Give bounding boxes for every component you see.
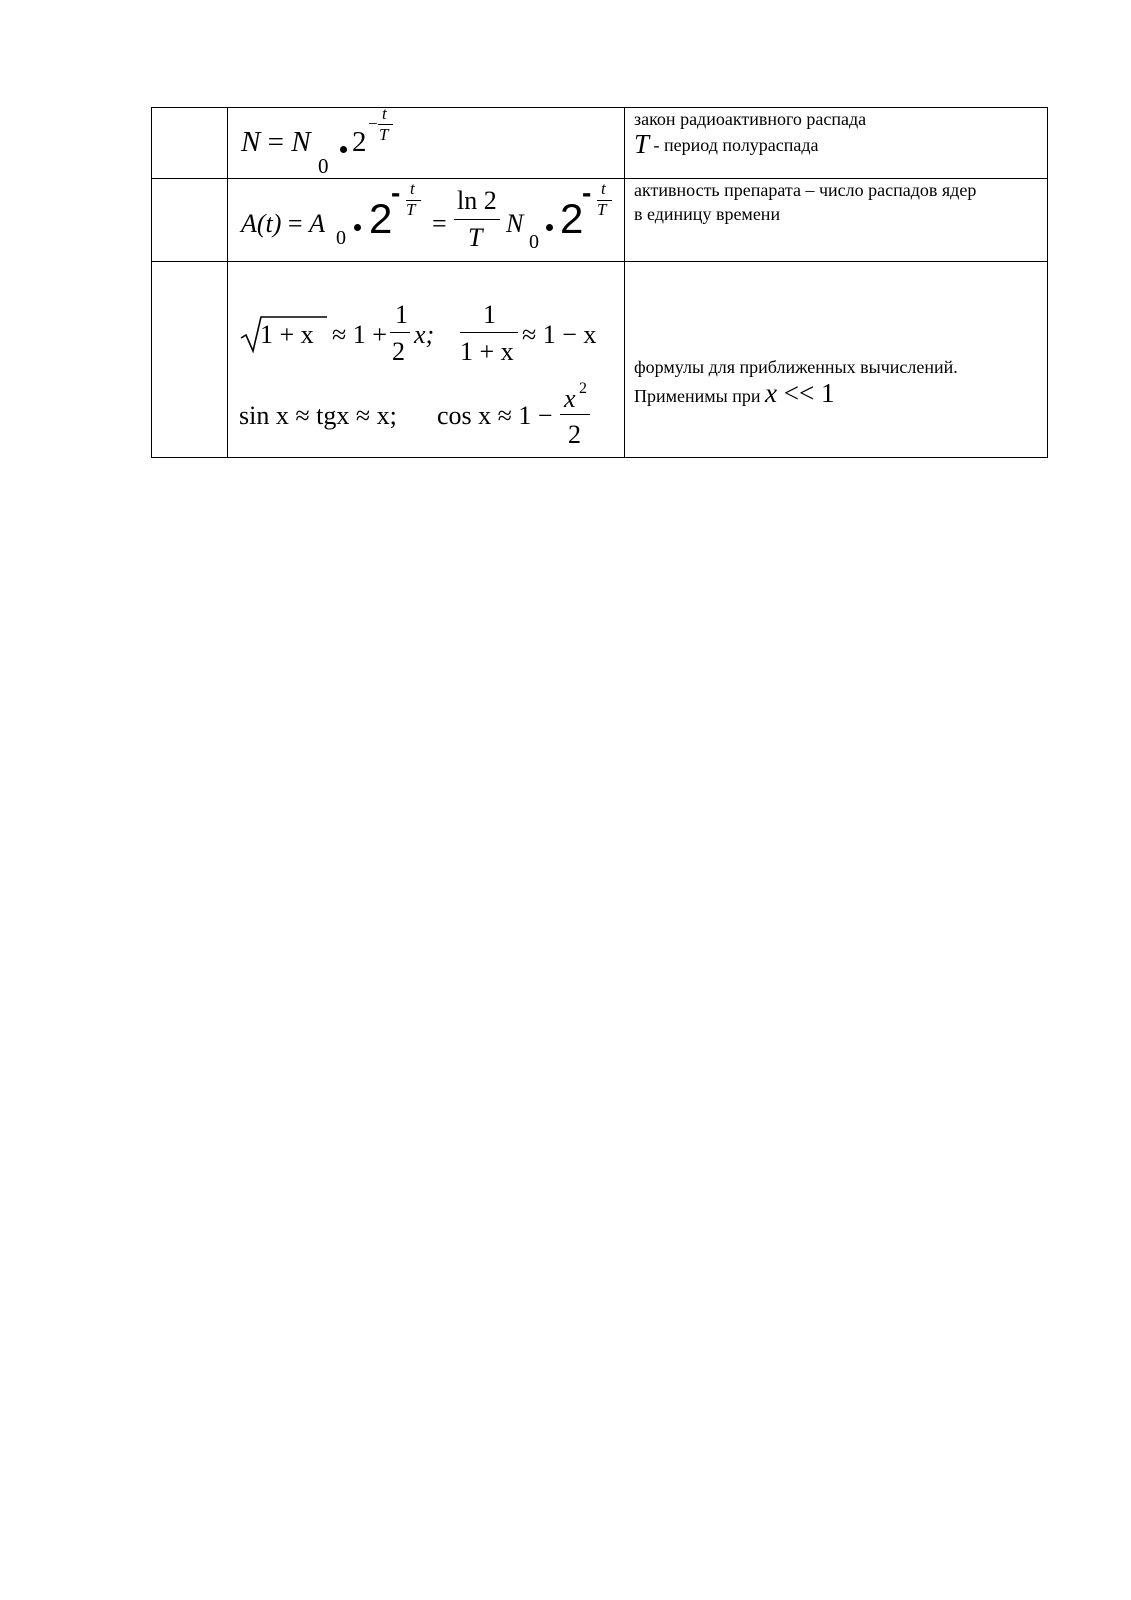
exponent-numerator: t: [410, 179, 415, 198]
exponent-numerator: t: [382, 104, 387, 123]
formula-symbol: ≈ 1 − x: [522, 320, 597, 349]
formula-cell: [228, 179, 625, 262]
fraction-bar: [460, 332, 518, 333]
subscript: 0: [529, 231, 539, 253]
formula-symbol: << 1: [777, 378, 835, 408]
formula-symbol: x;: [414, 320, 435, 349]
formula-cell: [228, 104, 625, 179]
exponent-denominator: T: [379, 125, 389, 144]
formula-symbol: T: [634, 129, 650, 159]
exponent-numerator: t: [601, 179, 606, 198]
formula-symbol: N: [506, 209, 524, 238]
description-text: [634, 129, 819, 159]
formula-symbol: =: [267, 126, 284, 158]
fraction-numerator: ln 2: [457, 186, 497, 215]
description-text: - период полураспада: [649, 135, 819, 155]
description-text: Применимы при: [634, 386, 766, 406]
formula-symbol: 2: [560, 195, 584, 242]
fraction-denominator: 2: [568, 420, 581, 449]
table-row: [152, 179, 1048, 262]
row-number-cell: [152, 108, 228, 179]
formula-symbol: A(t): [241, 209, 282, 238]
formula-symbol: ≈ 1 +: [332, 320, 387, 349]
fraction-bar: [454, 219, 500, 220]
table-row: [152, 108, 1048, 179]
multiplication-dot: [354, 224, 361, 231]
sqrt-argument: [260, 320, 314, 350]
subscript: 0: [336, 227, 346, 249]
trig-approximation: sin x ≈ tgx ≈ x;: [239, 401, 397, 430]
formula-symbol: 2: [352, 126, 367, 158]
description-text: закон радиоактивного распада: [634, 109, 867, 129]
description-cell: [625, 179, 1048, 262]
fraction-numerator: 1: [483, 300, 496, 329]
description-cell: [625, 108, 1048, 179]
formula-symbol: =: [432, 209, 447, 238]
fraction-denominator: 1 + x: [460, 337, 514, 366]
exponent-sign: −: [368, 114, 378, 133]
formula-table: [151, 104, 1048, 458]
formula-cell: [228, 262, 625, 458]
formula-symbol: 1 + x: [260, 320, 314, 349]
formula-symbol: N: [291, 126, 311, 158]
description-text: [634, 378, 835, 408]
formula-symbol: x: [765, 378, 778, 408]
activity-formula: [241, 209, 325, 239]
fraction-numerator: 1: [395, 300, 408, 329]
fraction-bar: [560, 414, 590, 415]
formula-symbol: N: [241, 126, 261, 158]
formula-symbol: 2: [369, 195, 393, 242]
fraction-denominator: T: [468, 223, 483, 252]
row-number-cell: [152, 262, 228, 458]
multiplication-dot: [546, 224, 553, 231]
formula-symbol: =: [287, 209, 303, 238]
exponent-sign: -: [582, 177, 592, 208]
row-number-cell: [152, 179, 228, 262]
fraction-numerator: x: [564, 384, 576, 413]
fraction-denominator: 2: [392, 337, 405, 366]
exponent-denominator: T: [597, 200, 607, 219]
decay-law-formula: [241, 126, 311, 159]
description-text: в единицу времени: [634, 204, 781, 224]
exponent-sign: -: [391, 177, 401, 208]
formula-symbol: A: [309, 209, 325, 238]
subscript: 0: [318, 154, 329, 178]
exponent-denominator: T: [406, 200, 416, 219]
description-text: активность препарата – число распадов ядер: [634, 180, 977, 200]
description-text: формулы для приближенных вычислений.: [634, 357, 958, 377]
multiplication-dot: [340, 146, 347, 153]
description-cell: [625, 262, 1048, 458]
cosine-approximation: cos x ≈ 1 −: [437, 401, 553, 430]
fraction-bar: [390, 332, 410, 333]
superscript: 2: [579, 380, 587, 397]
table-row: [152, 262, 1048, 458]
